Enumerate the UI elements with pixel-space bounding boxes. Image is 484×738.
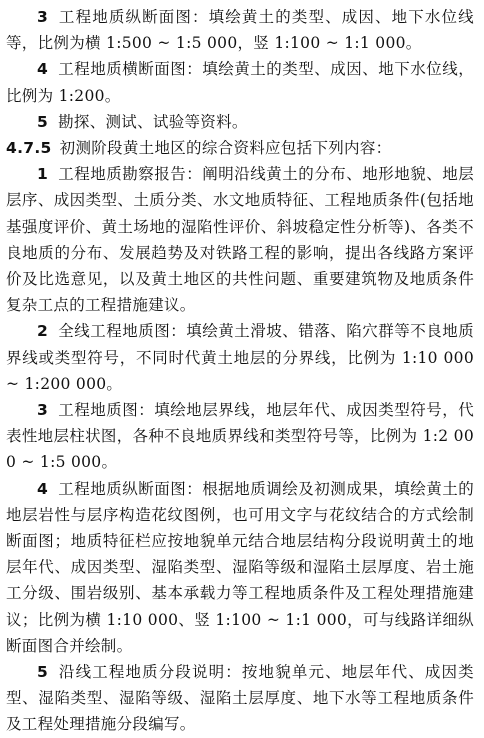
item-text: 工程地质横断面图：填绘黄土的类型、成因、地下水位线，比例为 1:200。 bbox=[6, 60, 474, 105]
paragraph-item-3-geological-map bbox=[6, 397, 474, 476]
section-number: 4.7.5 bbox=[6, 139, 52, 158]
section-text: 初测阶段黄土地区的综合资料应包括下列内容： bbox=[59, 139, 392, 158]
paragraph-item-2-full-line-map bbox=[6, 318, 474, 397]
item-number: 5 bbox=[37, 112, 49, 131]
paragraph-item-3-longitudinal-profile bbox=[6, 4, 474, 56]
item-number: 4 bbox=[37, 60, 49, 79]
item-number: 1 bbox=[37, 165, 49, 184]
section-heading-4-7-5 bbox=[6, 135, 474, 161]
item-text: 全线工程地质图：填绘黄土滑坡、错落、陷穴群等不良地质界线或类型符号，不同时代黄土地层的分界线，比例为 1:10 000 ~ 1:200 000。 bbox=[6, 322, 474, 393]
paragraph-item-5-segment-description bbox=[6, 659, 474, 738]
paragraph-item-4-longitudinal-profile bbox=[6, 476, 474, 659]
item-text: 勘探、测试、试验等资料。 bbox=[58, 112, 248, 131]
item-number: 4 bbox=[37, 479, 49, 498]
item-number: 5 bbox=[37, 663, 49, 682]
paragraph-item-4-cross-section bbox=[6, 56, 474, 108]
item-text: 工程地质图：填绘地层界线，地层年代、成因类型符号，代表性地层柱状图，各种不良地质界线和类型符号等，比例为 1:2 000 ~ 1:5 000。 bbox=[6, 401, 474, 472]
item-number: 3 bbox=[37, 8, 49, 26]
paragraph-item-1-survey-report bbox=[6, 161, 474, 318]
item-text: 工程地质勘察报告：阐明沿线黄土的分布、地形地貌、地层层序、成因类型、土质分类、水文地质特征、工程地质条件(包括地基强度评价、黄土场地的湿陷性评价、斜坡稳定性分析等)、各类不良地质的分布、发展趋势及对铁路工程的影响，提出各线路方案评价及比选意见，以及黄土地区的共性问题、重要建筑物及地质条件复杂工点的工程措施建议。 bbox=[6, 165, 474, 315]
item-text: 工程地质纵断面图：填绘黄土的类型、成因、地下水位线等，比例为横 1:500 ~ 1:5 000，竖 1:100 ~ 1:1 000。 bbox=[6, 8, 474, 53]
item-text: 沿线工程地质分段说明：按地貌单元、地层年代、成因类型、湿陷类型、湿陷等级、湿陷土层厚度、地下水等工程地质条件及工程处理措施分段编写。 bbox=[6, 663, 474, 734]
item-number: 2 bbox=[37, 322, 49, 341]
paragraph-item-5-survey-data bbox=[6, 109, 474, 135]
item-number: 3 bbox=[37, 401, 49, 420]
item-text: 工程地质纵断面图：根据地质调绘及初测成果，填绘黄土的地层岩性与层序构造花纹图例，也可用文字与花纹结合的方式绘制断面图；地质特征栏应按地貌单元结合地层结构分段说明黄土的地层年代、成因类型、湿陷类型、湿陷等级和湿陷土层厚度、岩土施工分级、围岩级别、基本承载力等工程地质条件及工程处理措施建议；比例为横 1:10 000、竖 1:100 ~ 1:1 000，可与线路详细纵断面图合并绘制。 bbox=[6, 479, 474, 655]
